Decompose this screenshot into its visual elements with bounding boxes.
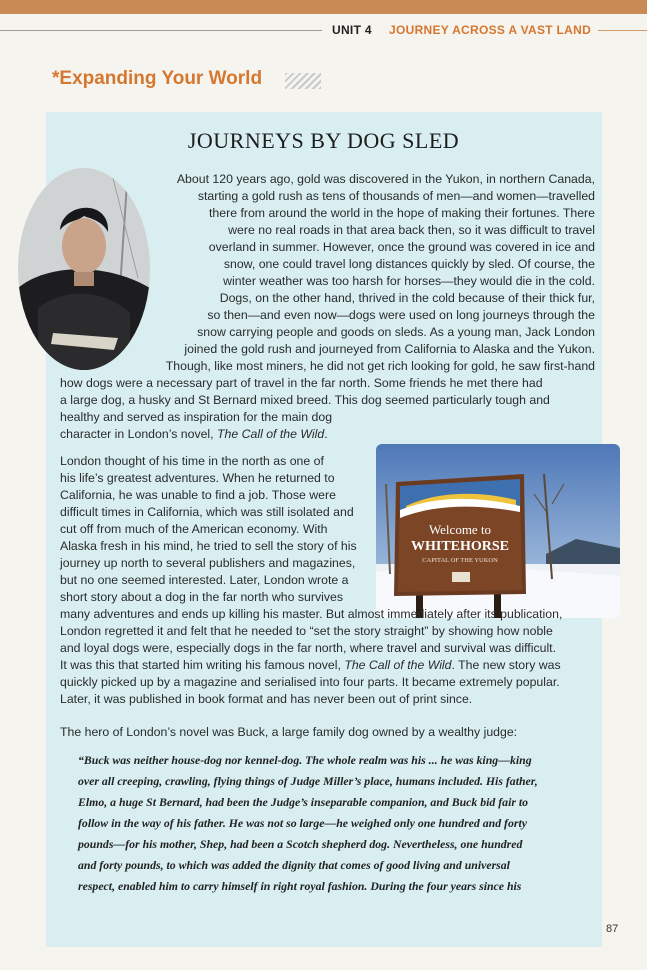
- sign-capital-text: CAPITAL OF THE YUKON: [422, 557, 498, 564]
- paragraph1-line: starting a gold rush as tens of thousands of men—and women—travelled: [197, 189, 595, 203]
- paragraph2-line: cut off from much of the American economy. With: [60, 522, 328, 536]
- paragraph2-line: but no one seemed interested. Later, London wrote a: [60, 573, 349, 587]
- article-headline: JOURNEYS BY DOG SLED: [187, 128, 460, 153]
- header-rule-left: [0, 30, 322, 31]
- quote-line: “Buck was neither house-dog nor kennel-dog. The whole realm was his ... he was king—king: [78, 753, 532, 767]
- unit-number: UNIT 4: [332, 23, 372, 37]
- text-segment: character in London’s novel,: [60, 427, 218, 441]
- paragraph1-line: so then—and even now—dogs were used on long journeys through the: [207, 308, 595, 322]
- quote-line: follow in the way of his father. He was not so large—he weighed only one hundred and forty: [78, 816, 527, 830]
- text-segment: .: [324, 427, 328, 441]
- text-segment: It was this that started him writing his famous novel,: [60, 658, 345, 672]
- paragraph1-line: there from around the world in the hope of making their fortunes. There: [209, 206, 595, 220]
- paragraph1-line: a large dog, a husky and St Bernard mixed breed. This dog seemed particularly tough and: [60, 393, 550, 407]
- paragraph1-line: how dogs were a necessary part of travel in the far north. Some friends he met there had: [60, 376, 543, 390]
- page-number: 87: [606, 923, 619, 935]
- paragraph1-line: joined the gold rush and journeyed from California to Alaska and the Yukon.: [184, 342, 595, 356]
- quote-line: and forty pounds, to which was added the dignity that comes of good living and universal: [78, 858, 510, 872]
- quote-line: pounds—for his mother, Shep, had been a Scotch shepherd dog. Nevertheless, one hundred: [78, 837, 523, 851]
- decorative-stripes: [285, 73, 321, 89]
- paragraph2-line: Alaska fresh in his mind, he tried to sell the story of his: [60, 539, 357, 553]
- paragraph2-line: London thought of his time in the north as one of: [60, 454, 324, 468]
- whitehorse-sign-illustration: [376, 444, 620, 618]
- quote-line: respect, enabled him to carry himself in right royal fashion. During the four years since his: [78, 879, 522, 893]
- portrait-illustration: [18, 168, 150, 370]
- paragraph1-line: healthy and served as inspiration for the main dog: [60, 410, 333, 424]
- whitehorse-sign-photo: [376, 444, 620, 618]
- jack-london-portrait: [18, 168, 150, 370]
- section-title: *Expanding Your World: [52, 68, 263, 89]
- paragraph1-line: snow carrying people and goods on sleds. As a young man, Jack London: [197, 325, 595, 339]
- paragraph2-line: difficult times in California, which was still isolated and: [60, 505, 354, 519]
- paragraph1-last-line: [60, 426, 328, 443]
- paragraph2-line: [60, 657, 561, 674]
- sign-welcome-text: Welcome to: [428, 522, 492, 537]
- paragraph1-line: snow, one could travel long distances quickly by sled. Of course, the: [223, 257, 595, 271]
- paragraph3: The hero of London’s novel was Buck, a large family dog owned by a wealthy judge:: [60, 725, 518, 739]
- novel-title: The Call of the Wild: [344, 658, 452, 672]
- paragraph2-line: many adventures and ends up killing his master. But almost immediately after its publication,: [60, 607, 563, 621]
- paragraph1-line: winter weather was too harsh for horses—they would die in the cold.: [223, 274, 595, 288]
- paragraph2-line: journey up north to several publishers and magazines,: [60, 556, 356, 570]
- paragraph1-line: Dogs, on the other hand, thrived in the cold because of their thick fur,: [219, 291, 595, 305]
- paragraph1-line: overland in summer. However, once the ground was covered in ice and: [208, 240, 595, 254]
- paragraph2-line: London regretted it and felt that he needed to “set the story straight” by showing how noble: [60, 624, 553, 638]
- paragraph2-line: and loyal dogs were, especially dogs in the far north, where travel and survival was difficult.: [60, 641, 557, 655]
- top-color-band: [0, 0, 647, 14]
- paragraph2-line: short story about a dog in the far north who survives: [60, 590, 343, 604]
- text-segment: . The new story was: [451, 658, 561, 672]
- sign-city-text: WHITEHORSE: [410, 539, 510, 554]
- quote-line: over all creeping, crawling, flying things of Judge Miller’s place, humans included. His father,: [78, 774, 538, 788]
- paragraph2-line: Later, it was published in book format and has never been out of print since.: [60, 692, 473, 706]
- header-rule-right: [598, 30, 647, 31]
- running-header: [0, 22, 647, 42]
- quote-line: Elmo, a huge St Bernard, had been the Judge’s inseparable companion, and Buck bid fair to: [78, 795, 529, 809]
- novel-title: The Call of the Wild: [217, 427, 325, 441]
- paragraph2-line: California, he was unable to find a job. Those were: [60, 488, 336, 502]
- paragraph1-line: Though, like most miners, he did not get rich looking for gold, he saw first-hand: [165, 359, 595, 373]
- paragraph1-line: were no real roads in that area back then, so it was difficult to travel: [228, 223, 595, 237]
- paragraph2-line: quickly picked up by a magazine and serialised into four parts. It became extremely popular.: [60, 675, 560, 689]
- paragraph1-line: About 120 years ago, gold was discovered in the Yukon, in northern Canada,: [176, 172, 595, 186]
- unit-title: JOURNEY ACROSS A VAST LAND: [389, 23, 592, 37]
- paragraph2-line: his life’s greatest adventures. When he returned to: [60, 471, 335, 485]
